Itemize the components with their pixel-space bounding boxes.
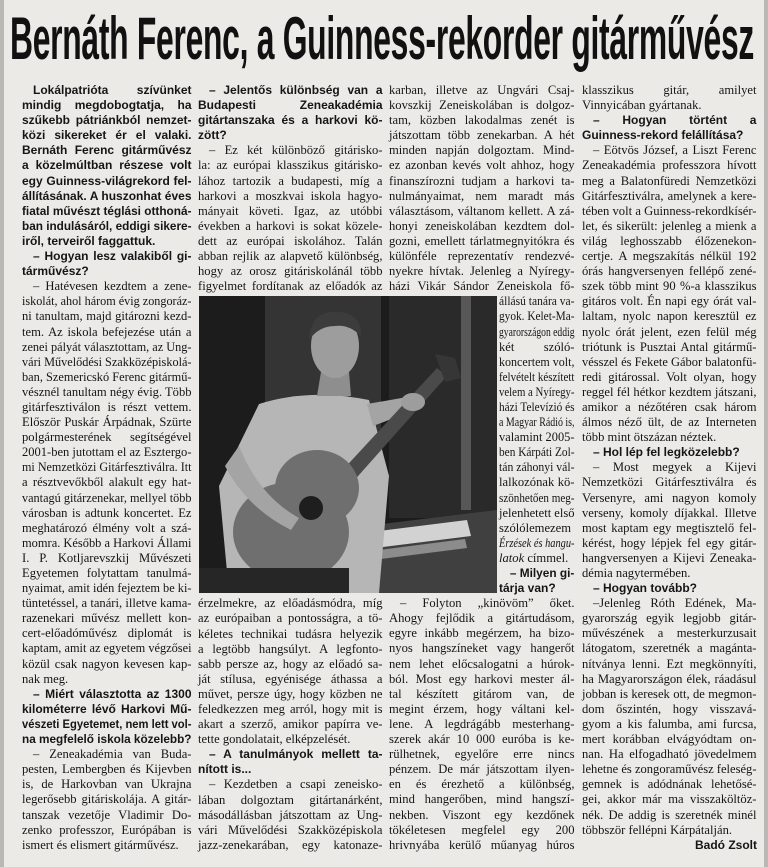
text-line: – Zeneakadémia van Buda- xyxy=(33,747,192,762)
text-line: mind hangerőben, mind hangszí- xyxy=(389,792,575,807)
answer-paragraph xyxy=(198,777,383,852)
text-line: iskolát, ahol három évig zongoráz- xyxy=(22,294,192,309)
bold-text-line: Bernáth Ferenc gitárművész xyxy=(22,143,192,158)
scan-edge-right xyxy=(764,0,768,867)
question-paragraph xyxy=(582,113,757,143)
text-line: házi Televízió és xyxy=(499,399,575,414)
text-line: ni tanultam, majd gitározni kezd- xyxy=(22,309,192,324)
text-line: zenko professzor, Európában is xyxy=(22,822,192,837)
author-byline: Badó Zsolt xyxy=(695,837,757,852)
text-line: gyok. Kelet-Ma- xyxy=(499,309,575,324)
text-line: hrivnyába kerülő műanyag húros xyxy=(389,837,575,852)
answer-paragraph xyxy=(582,83,757,113)
text-line: gitáros volt. Én napi egy órát val- xyxy=(582,294,757,309)
text-line: koncertem volt, xyxy=(499,354,575,369)
text-line: rülhetnek, egyelőre erre nincs xyxy=(389,747,575,762)
text-line: nan. Ha elfogadható jövedelmem xyxy=(582,747,757,762)
text-line: az európaiban a pontosságra, a tö- xyxy=(198,611,383,626)
text-line: klasszikus gitár, amilyet xyxy=(582,83,757,97)
text-line: dom őszintén, hogy visszavá- xyxy=(582,701,757,716)
text-line: ból. Most egy harkovi mester ál- xyxy=(389,671,575,686)
text-line: razenekari művész mellett kon- xyxy=(22,611,192,626)
text-line: –Jelenleg Róth Edének, Ma- xyxy=(593,596,757,611)
text-line: kéletes technikai tudásra helyezik xyxy=(198,626,383,641)
answer-paragraph xyxy=(22,747,192,853)
text-line: vantagú gitárzenekar, mellyel több xyxy=(22,490,192,505)
answer-paragraph xyxy=(582,143,757,445)
text-line: sabb persze az, hogy az előadó sa- xyxy=(198,656,383,671)
text-line: nyolc órát jelent, ezen felül még xyxy=(582,324,757,339)
text-line: nekben. Viszont egy kezdőnek xyxy=(389,807,575,822)
text-line: gemnek is adódnának lehetősé- xyxy=(582,777,757,792)
text-line: jazz-zenekarában, egy katonaze- xyxy=(198,837,383,852)
text-line: most kaptam egy megtisztelő fel- xyxy=(582,520,757,535)
text-line: pesten, Lembergben és Kijevben xyxy=(22,762,192,777)
text-line: figyelmet fordítanak az előadók az xyxy=(198,279,383,294)
answer-paragraph xyxy=(198,143,383,747)
answer-paragraph xyxy=(389,83,575,566)
text-line: – Most megyek a Kijevi xyxy=(593,460,757,475)
text-line: művészének a mesterkurzusait xyxy=(582,626,757,641)
text-line: laltam, nyolc napon keresztül ez xyxy=(582,309,757,324)
text-line: felvételt készített xyxy=(499,369,575,384)
text-line: ha Magyarországon élek, ráadásul xyxy=(582,671,757,686)
bold-text-line: tárművész? xyxy=(22,264,89,279)
column-4 xyxy=(582,83,757,853)
bold-text-line: na megfelelő iskola közelebb? xyxy=(22,732,192,747)
text-line: gozni, emellett tárlatmegnyitókra és xyxy=(389,233,575,248)
column-3 xyxy=(389,83,575,853)
text-line: jobban is keresek ott, de megmon- xyxy=(582,686,757,701)
bold-text-line: – Hogyan lesz valakiből gi- xyxy=(33,249,192,264)
text-line: nyaimat, amit idén fejeztem be ki- xyxy=(22,581,192,596)
text-line: – Eötvös József, a Liszt Ferenc xyxy=(593,143,757,158)
text-line: zenei pályát választottam, az Ung- xyxy=(22,339,192,354)
bold-text-line: a közelmúltban részese volt xyxy=(22,158,192,173)
bold-text-line: – Hogyan tovább? xyxy=(593,581,698,596)
text-line: nyos hangszíneket vagy hangerőt xyxy=(389,641,575,656)
bold-text-line: zött? xyxy=(198,128,227,143)
text-line: másodállásban játszottam az Ung- xyxy=(198,807,383,822)
answer-paragraph xyxy=(582,460,757,581)
text-line: játszottam több zenekarban. A hét xyxy=(389,128,575,143)
answer-paragraph xyxy=(389,596,575,853)
text-line: órás hangversenyen fellépő zené- xyxy=(582,264,757,279)
bold-text-line: Budapesti Zeneakadémia xyxy=(198,98,383,113)
text-line: lában dolgoztam gitártanárként, xyxy=(198,792,383,807)
text-line: polgármesterének segítségével xyxy=(22,430,192,445)
bold-text-line: kilométerre lévő Harkovi Mű- xyxy=(22,701,192,716)
text-line: mert korábban elvágyódtam on- xyxy=(582,732,757,747)
text-line: ját stílusa, egyénisége áthassa a xyxy=(198,671,383,686)
text-line: en és érezhető a különbség, xyxy=(389,777,575,792)
text-line: a legtöbb hangsúlyt. A legfonto- xyxy=(198,641,383,656)
text-line: legerősebb gitáriskolája. A gitár- xyxy=(22,792,192,807)
text-line: – Hatévesen kezdtem a zene- xyxy=(33,279,192,294)
text-line: a Magyar Rádió is, xyxy=(499,415,575,430)
bold-text-line: közi sikereket ér el valaki. xyxy=(22,128,192,143)
text-line: közül csak nagyon kevesen kap- xyxy=(22,656,192,671)
text-line: megint érzem, hogy váltani kel- xyxy=(389,701,575,716)
album-title-text: Érzések és hangu- xyxy=(499,535,575,550)
text-line xyxy=(499,551,575,566)
question-paragraph xyxy=(582,445,757,460)
text-line: tüntetéssel, a tanári, illetve kama- xyxy=(22,596,192,611)
bold-text-line: mindig megdobogtatja, ha xyxy=(22,98,192,113)
bold-text-line: vészeti Egyetemet, nem lett vol- xyxy=(22,716,192,731)
text-line: nék. De addig is szeretnék minél xyxy=(582,807,757,822)
text-line: több mint ötszázan néztek. xyxy=(582,430,717,445)
text-line: honyi zeneiskolában kezdtem dol- xyxy=(389,218,575,233)
text-line: ben Kárpáti Zol- xyxy=(499,445,575,460)
text-line: triótunk is Pusztai Antal gitármű- xyxy=(582,339,757,354)
bold-text-line: egy Guinness-világrekord fel- xyxy=(22,173,192,188)
text-line: tanszak vezetője Vladimir Do- xyxy=(22,807,192,822)
text-line: szerek akár 10 000 euróba is ke- xyxy=(389,732,575,747)
text-line: velem a Nyíregy- xyxy=(499,384,575,399)
text-line: meghatározó élmény volt a szá- xyxy=(22,520,192,535)
bold-text-line: – Miért választotta az 1300 xyxy=(33,686,192,701)
bold-text-line: – Jelentős különbség van a xyxy=(209,83,383,97)
text-line: látogatom, szeretnék a magánta- xyxy=(582,641,757,656)
text-run: címmel. xyxy=(524,550,569,565)
column-1 xyxy=(22,83,192,853)
text-line: reggel fél hétkor kezdtem játszani, xyxy=(582,384,757,399)
text-line: művet, persze úgy, hogy közben ne xyxy=(198,686,383,701)
text-line: certje. A megszakítás nélkül 192 xyxy=(582,249,757,264)
text-line: kovszkij Zeneiskolában is dolgoz- xyxy=(389,98,575,113)
question-paragraph xyxy=(198,747,383,777)
text-line: gyom a kis falumba, ami furcsa, xyxy=(582,716,757,731)
text-line: valamint 2005- xyxy=(499,430,575,445)
text-line: la: az európai klasszikus gitárisko- xyxy=(198,158,383,173)
column-2 xyxy=(198,83,383,853)
text-line: nyekre hívtak. Jelenleg a Nyíregy- xyxy=(389,264,575,279)
text-line: pénzem. De már játszottam ilyen- xyxy=(389,762,575,777)
text-line xyxy=(499,536,575,551)
text-line: akart a szerző, amikor papírra ve- xyxy=(198,717,383,732)
text-line: választásom, váltanom kellett. A zá- xyxy=(389,203,575,218)
bold-text-line: Lokálpatrióta szívünket xyxy=(33,83,192,97)
text-line: feledkezzen meg arról, hogy mit is xyxy=(198,701,383,716)
bold-text-line: – Hogyan történt a xyxy=(593,113,757,128)
question-paragraph xyxy=(389,566,575,596)
text-line: Zeneakadémia professzora hívott xyxy=(582,158,757,173)
bold-text-line: fiatal művészt téglási otthoná- xyxy=(22,203,192,218)
text-line: Vinnyicában gyártanak. xyxy=(582,98,702,113)
text-line: lalkozónak kö- xyxy=(499,475,575,490)
text-line: karban, illetve az Ungvári Csaj- xyxy=(389,83,575,97)
question-paragraph xyxy=(22,687,192,747)
bold-text-line: ban indulásáról, eddigi sikere- xyxy=(22,218,192,233)
photo-gap xyxy=(198,294,383,596)
question-paragraph xyxy=(198,83,383,143)
text-line: harkovi a moszkvai iskola hagyo- xyxy=(198,188,383,203)
text-line: vésszel és Fekete Gábor balatonfü- xyxy=(582,354,757,369)
text-line: lához tartozik a budapesti, míg a xyxy=(198,173,383,188)
text-line: gyarországon eddig xyxy=(499,324,575,339)
text-line: mi Nemzetközi Gitárfesztiválra. Itt xyxy=(22,460,192,475)
text-line: gei, akkor már ma visszaköltöz- xyxy=(582,792,757,807)
text-line: dett az európai iskolához. Talán xyxy=(198,233,383,248)
text-line: mányait követi. Igaz, az utóbbi xyxy=(198,203,383,218)
text-line: többször fellépni Kárpátalján. xyxy=(582,822,733,837)
text-line: – Ez két különböző gitárisko- xyxy=(209,143,383,158)
text-line: hogy az orosz gitáriskolánál több xyxy=(198,264,383,279)
bold-text-line: iről, terveiről faggattuk. xyxy=(22,233,156,248)
text-line: I. P. Kotljarevszkij Művészeti xyxy=(22,550,192,565)
text-line: minden napján dolgoztam. Mind- xyxy=(389,143,575,158)
text-line: ismert és elismert gitárművész. xyxy=(22,837,179,852)
text-line: hangversenyen a Kijevi Zeneaka- xyxy=(582,550,757,565)
text-line: két szóló- xyxy=(499,339,575,354)
text-line: verseny, komoly díjakkal. Illetve xyxy=(582,505,757,520)
text-line: is, de Harkovban van Ukrajna xyxy=(22,777,192,792)
text-line: amikor a nézőtéren csak három xyxy=(582,399,757,414)
question-paragraph xyxy=(582,581,757,596)
text-line: nítványa lenni. Ezt megkönnyíti, xyxy=(582,656,757,671)
scan-edge-left xyxy=(0,0,4,867)
text-line: redi gitárossal. Volt olyan, hogy xyxy=(582,369,757,384)
text-line: vári Művelődési Szakközépiskolá- xyxy=(22,354,192,369)
bold-text-line: – Milyen gi- xyxy=(509,566,575,580)
text-line: álmos néző ült, de az Interneten xyxy=(582,415,757,430)
bold-text-line: – A tanulmányok mellett ta- xyxy=(209,747,383,762)
text-line: Gitárfesztiválra, amelynek a kere- xyxy=(582,188,757,203)
bold-text-line: állításának. A huszonhat éves xyxy=(22,188,192,203)
text-line: nulmányaimat, nem maradt más xyxy=(389,188,575,203)
bold-text-line: tárja van? xyxy=(499,581,556,596)
bold-text-line: szűkebb pátriánkból nemzet- xyxy=(22,113,192,128)
text-line: szek több mint 90 %-a klasszikus xyxy=(582,279,757,294)
bold-text-line: Guinness-rekord felállítása? xyxy=(582,128,744,143)
headline: Bernáth Ferenc, a Guinness-rekorder gitárművész xyxy=(10,5,754,72)
text-line: kérést, hogy lépjek fel egy gitár- xyxy=(582,535,757,550)
text-line: világ leghosszabb élőzenekon- xyxy=(582,233,757,248)
text-line: szólólemezem xyxy=(499,520,572,535)
text-line: házi Vikár Sándor Zeneiskola fő- xyxy=(389,279,575,294)
text-line: városban is adtunk koncertet. Ez xyxy=(22,505,192,520)
album-title-text: latok xyxy=(499,550,525,565)
text-line: meg a Balatonfüredi Nemzetközi xyxy=(582,173,757,188)
text-line: tökéletesen megfelel egy 200 xyxy=(389,822,575,837)
text-line: években a harkovi is sokat közele- xyxy=(198,218,383,233)
text-line: cert-előadóművész diplomát is xyxy=(22,626,192,641)
text-line: momra. Később a Harkovi Állami xyxy=(22,535,192,550)
text-line: Versenyre, ami nagyon komoly xyxy=(582,490,757,505)
text-line: tében volt a Guinness-rekordkísér- xyxy=(582,203,757,218)
text-line: vári Művelődési Szakközépiskola xyxy=(198,822,383,837)
bold-text-line: nított is... xyxy=(198,762,252,777)
text-line: – Folyton „kinövöm” őket. xyxy=(400,596,575,611)
text-line: 2001-ben jutottam el az Esztergo- xyxy=(22,445,192,460)
question-paragraph xyxy=(22,249,192,279)
text-line: tette gondolatait, elképzelését. xyxy=(198,732,351,747)
text-line: lehetne és zongoraművész feleség- xyxy=(582,762,757,777)
text-line: egyre inkább megérzem, ha bizo- xyxy=(389,626,575,641)
text-line: gyarország egyik legjobb gitár- xyxy=(582,611,757,626)
text-line: Nemzetközi Gitárfesztiválra és xyxy=(582,475,757,490)
text-line: let, és sikerült: jelenleg a mienk a xyxy=(582,218,757,233)
text-line: Először Puskár Árpádnak, Szürte xyxy=(22,415,192,430)
text-line: Ahogy fejlődik a gitártudásom, xyxy=(389,611,575,626)
text-line: érzelmekre, az előadásmódra, míg xyxy=(198,596,383,611)
text-line: tem. Az iskola befejezése után a xyxy=(22,324,192,339)
text-line: szönhetően meg- xyxy=(499,490,575,505)
answer-paragraph xyxy=(582,596,757,838)
text-line: gitárfesztiválon is részt vettem. xyxy=(22,399,192,414)
question-paragraph xyxy=(22,83,192,249)
text-line: nem lehet előcsalogatni a húrok- xyxy=(389,656,575,671)
text-line: lene. A legdrágább mesterhang- xyxy=(389,716,575,731)
text-line: állású tanára va- xyxy=(499,294,575,309)
text-line: a résztvevőkből alakult egy hat- xyxy=(22,475,192,490)
text-line: tal készített gitárom van, de xyxy=(389,686,575,701)
text-line: finanszírozni tudjam a harkovi ta- xyxy=(389,173,575,188)
answer-paragraph xyxy=(22,279,192,687)
text-line: kaptam, amit az egyetem végzősei xyxy=(22,641,192,656)
text-line: ez azonban kevés volt ahhoz, hogy xyxy=(389,158,575,173)
text-line: tán záhonyi vál- xyxy=(499,460,575,475)
text-line: vésznél tanultam négy évig. Több xyxy=(22,384,192,399)
text-line: ban, Szemericskó Ferenc gitármű- xyxy=(22,369,192,384)
text-line: különféle reprezentatív rendezvé- xyxy=(389,249,575,264)
text-line: nak meg. xyxy=(22,671,69,686)
bold-text-line: gitártanszaka és a harkovi kö- xyxy=(198,113,383,128)
text-line: jelenhetett első xyxy=(499,505,575,520)
text-line: tam, közben lakodalmas zenét is xyxy=(389,113,575,128)
bold-text-line: – Hol lép fel legközelebb? xyxy=(593,445,740,460)
text-line: abban rejlik az alapvető különbség, xyxy=(198,249,383,264)
text-line: – Kezdetben a csapi zeneisko- xyxy=(209,777,383,792)
text-line: démia nagytermében. xyxy=(582,566,691,580)
text-line: Egyetemen folytattam tanulmá- xyxy=(22,566,192,580)
